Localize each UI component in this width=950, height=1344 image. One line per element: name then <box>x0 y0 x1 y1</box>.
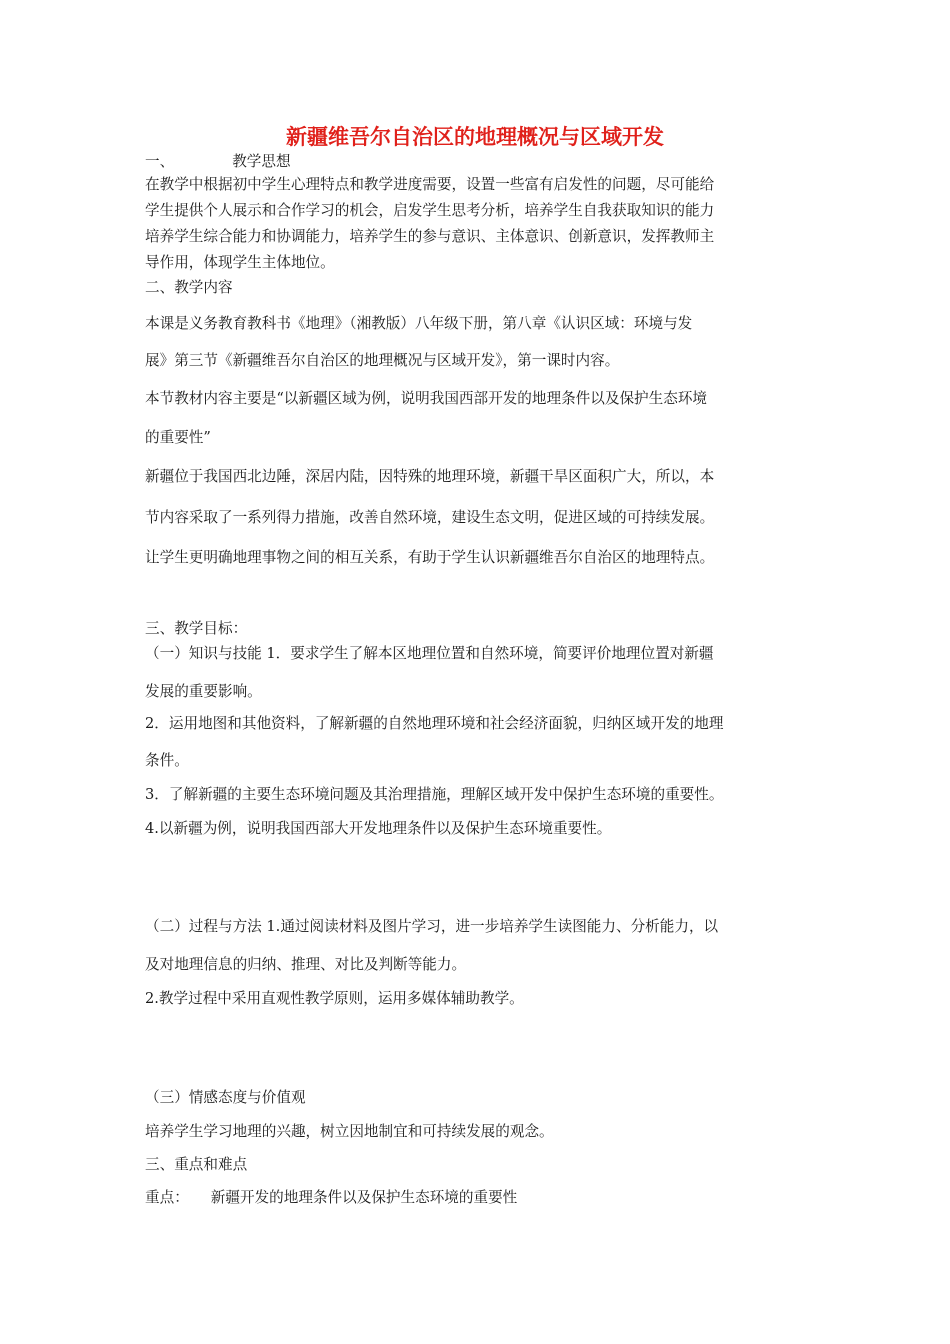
paragraph-line: 新疆位于我国西北边陲，深居内陆，因特殊的地理环境，新疆干旱区面积广大，所以，本 <box>145 468 715 485</box>
paragraph-line: 节内容采取了一系列得力措施，改善自然环境，建设生态文明，促进区域的可持续发展。 <box>145 509 715 526</box>
paragraph-line: 在教学中根据初中学生心理特点和教学进度需要，设置一些富有启发性的问题，尽可能给 <box>145 176 715 193</box>
section-title: 教学思想 <box>232 153 291 170</box>
paragraph-line: （二）过程与方法 1.通过阅读材料及图片学习，进一步培养学生读图能力、分析能力，以 <box>145 918 719 935</box>
section-heading-3: 三、教学目标： <box>145 620 248 637</box>
paragraph-line: 4.以新疆为例，说明我国西部大开发地理条件以及保护生态环境重要性。 <box>145 820 612 837</box>
paragraph-line: 导作用，体现学生主体地位。 <box>145 254 335 271</box>
document-title: 新疆维吾尔自治区的地理概况与区域开发 <box>286 124 664 149</box>
section-heading-1 <box>145 151 825 173</box>
section-heading-4: 三、重点和难点 <box>145 1156 248 1173</box>
paragraph-line: （一）知识与技能 1．要求学生了解本区地理位置和自然环境，简要评价地理位置对新疆 <box>145 645 714 662</box>
paragraph-line: 让学生更明确地理事物之间的相互关系，有助于学生认识新疆维吾尔自治区的地理特点。 <box>145 549 715 566</box>
paragraph-line: 培养学生综合能力和协调能力，培养学生的参与意识、主体意识、创新意识，发挥教师主 <box>145 228 715 245</box>
paragraph-line: 及对地理信息的归纳、推理、对比及判断等能力。 <box>145 956 467 973</box>
paragraph-line: 学生提供个人展示和合作学习的机会，启发学生思考分析，培养学生自我获取知识的能力 <box>145 202 715 219</box>
paragraph-line: 本课是义务教育教科书《地理》（湘教版）八年级下册，第八章《认识区域：环境与发 <box>145 315 693 332</box>
paragraph-line: 3．了解新疆的主要生态环境问题及其治理措施，理解区域开发中保护生态环境的重要性。 <box>145 786 724 803</box>
paragraph-line: （三）情感态度与价值观 <box>145 1089 306 1106</box>
key-point-text: 新疆开发的地理条件以及保护生态环境的重要性 <box>210 1189 518 1206</box>
paragraph-line: 2．运用地图和其他资料，了解新疆的自然地理环境和社会经济面貌，归纳区域开发的地理 <box>145 715 724 732</box>
paragraph-line: 条件。 <box>145 752 189 769</box>
paragraph-line: 2.教学过程中采用直观性教学原则，运用多媒体辅助教学。 <box>145 990 524 1007</box>
paragraph-line: 的重要性” <box>145 429 211 446</box>
paragraph-line: 发展的重要影响。 <box>145 683 262 700</box>
section-heading-2: 二、教学内容 <box>145 279 233 296</box>
paragraph-line: 本节教材内容主要是“以新疆区域为例，说明我国西部开发的地理条件以及保护生态环境 <box>145 390 708 407</box>
key-point-line <box>145 1187 825 1209</box>
paragraph-line: 展》第三节《新疆维吾尔自治区的地理概况与区域开发》，第一课时内容。 <box>145 352 620 369</box>
key-point-label: 重点： <box>145 1189 189 1206</box>
section-number: 一、 <box>145 153 175 170</box>
paragraph-line: 培养学生学习地理的兴趣，树立因地制宜和可持续发展的观念。 <box>145 1123 554 1140</box>
